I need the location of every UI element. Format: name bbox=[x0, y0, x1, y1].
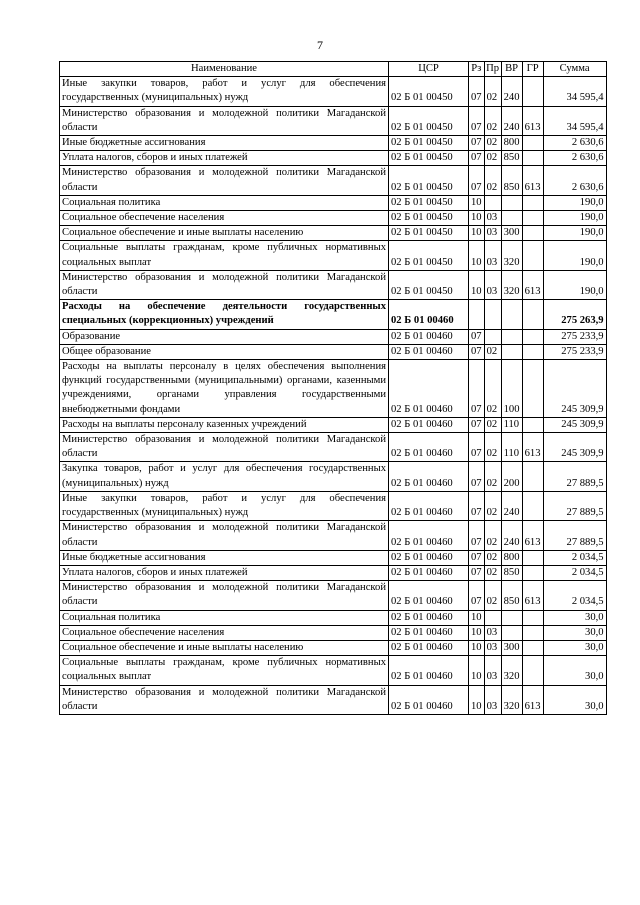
cell-name: Закупка товаров, работ и услуг для обеспечения государственных (муниципальных) нужд bbox=[60, 462, 389, 491]
cell-vr: 850 bbox=[501, 565, 522, 580]
table-row bbox=[60, 417, 607, 432]
table-row bbox=[60, 151, 607, 166]
cell-gr bbox=[522, 550, 543, 565]
cell-name: Социальное обеспечение и иные выплаты населению bbox=[60, 226, 389, 241]
cell-csr: 02 Б 01 00460 bbox=[389, 344, 469, 359]
cell-pr: 03 bbox=[484, 625, 501, 640]
cell-gr bbox=[522, 77, 543, 106]
cell-pr: 02 bbox=[484, 521, 501, 550]
page-number: 7 bbox=[317, 38, 323, 52]
table-row bbox=[60, 211, 607, 226]
cell-gr: 613 bbox=[522, 270, 543, 299]
cell-name: Уплата налогов, сборов и иных платежей bbox=[60, 565, 389, 580]
table-row bbox=[60, 656, 607, 685]
table-header-row bbox=[60, 62, 607, 77]
cell-gr bbox=[522, 640, 543, 655]
cell-rz: 07 bbox=[469, 344, 485, 359]
cell-gr bbox=[522, 151, 543, 166]
cell-sum: 275 233,9 bbox=[543, 329, 606, 344]
cell-gr bbox=[522, 360, 543, 418]
cell-pr bbox=[484, 329, 501, 344]
table-row bbox=[60, 344, 607, 359]
cell-csr: 02 Б 01 00450 bbox=[389, 211, 469, 226]
cell-name: Социальное обеспечение населения bbox=[60, 625, 389, 640]
header-sum: Сумма bbox=[543, 62, 606, 77]
cell-csr: 02 Б 01 00450 bbox=[389, 195, 469, 210]
cell-pr bbox=[484, 610, 501, 625]
budget-table bbox=[59, 61, 607, 715]
cell-pr: 03 bbox=[484, 211, 501, 226]
cell-pr: 02 bbox=[484, 360, 501, 418]
table-row bbox=[60, 625, 607, 640]
cell-pr bbox=[484, 195, 501, 210]
cell-rz: 10 bbox=[469, 625, 485, 640]
cell-sum: 34 595,4 bbox=[543, 77, 606, 106]
cell-pr: 02 bbox=[484, 106, 501, 135]
cell-rz: 07 bbox=[469, 581, 485, 610]
table-row bbox=[60, 226, 607, 241]
cell-name: Социальные выплаты гражданам, кроме публичных нормативных социальных выплат bbox=[60, 656, 389, 685]
cell-vr: 110 bbox=[501, 433, 522, 462]
cell-vr: 300 bbox=[501, 640, 522, 655]
cell-csr: 02 Б 01 00450 bbox=[389, 106, 469, 135]
table-row bbox=[60, 270, 607, 299]
cell-pr: 03 bbox=[484, 226, 501, 241]
cell-vr bbox=[501, 195, 522, 210]
cell-csr: 02 Б 01 00460 bbox=[389, 625, 469, 640]
cell-vr: 300 bbox=[501, 226, 522, 241]
cell-sum: 275 233,9 bbox=[543, 344, 606, 359]
cell-sum: 30,0 bbox=[543, 640, 606, 655]
cell-vr: 320 bbox=[501, 241, 522, 270]
cell-pr: 03 bbox=[484, 656, 501, 685]
cell-vr bbox=[501, 625, 522, 640]
cell-rz: 07 bbox=[469, 77, 485, 106]
cell-gr bbox=[522, 136, 543, 151]
cell-pr: 02 bbox=[484, 565, 501, 580]
cell-name: Социальная политика bbox=[60, 610, 389, 625]
cell-pr: 03 bbox=[484, 270, 501, 299]
cell-vr: 200 bbox=[501, 462, 522, 491]
cell-pr: 02 bbox=[484, 344, 501, 359]
header-name: Наименование bbox=[60, 62, 389, 77]
cell-name: Министерство образования и молодежной политики Магаданской области bbox=[60, 685, 389, 714]
cell-csr: 02 Б 01 00460 bbox=[389, 433, 469, 462]
table-row bbox=[60, 329, 607, 344]
cell-csr: 02 Б 01 00450 bbox=[389, 136, 469, 151]
table-row bbox=[60, 491, 607, 520]
cell-pr: 03 bbox=[484, 640, 501, 655]
cell-rz: 10 bbox=[469, 241, 485, 270]
cell-name: Иные бюджетные ассигнования bbox=[60, 550, 389, 565]
cell-sum: 30,0 bbox=[543, 685, 606, 714]
cell-rz: 07 bbox=[469, 417, 485, 432]
cell-name: Социальное обеспечение и иные выплаты населению bbox=[60, 640, 389, 655]
cell-sum: 30,0 bbox=[543, 610, 606, 625]
cell-gr bbox=[522, 610, 543, 625]
cell-sum: 190,0 bbox=[543, 211, 606, 226]
cell-name: Общее образование bbox=[60, 344, 389, 359]
cell-vr: 320 bbox=[501, 685, 522, 714]
cell-sum: 2 034,5 bbox=[543, 550, 606, 565]
cell-rz: 07 bbox=[469, 166, 485, 195]
cell-rz: 10 bbox=[469, 270, 485, 299]
cell-csr: 02 Б 01 00460 bbox=[389, 610, 469, 625]
cell-csr: 02 Б 01 00460 bbox=[389, 550, 469, 565]
cell-name: Расходы на обеспечение деятельности государственных специальных (коррекционных) учреждений bbox=[60, 300, 389, 329]
cell-name: Министерство образования и молодежной политики Магаданской области bbox=[60, 270, 389, 299]
cell-gr: 613 bbox=[522, 106, 543, 135]
table-row bbox=[60, 136, 607, 151]
cell-gr bbox=[522, 195, 543, 210]
cell-name: Министерство образования и молодежной политики Магаданской области bbox=[60, 521, 389, 550]
cell-pr: 02 bbox=[484, 491, 501, 520]
cell-gr bbox=[522, 656, 543, 685]
cell-csr: 02 Б 01 00450 bbox=[389, 241, 469, 270]
cell-vr: 850 bbox=[501, 166, 522, 195]
cell-vr: 240 bbox=[501, 491, 522, 520]
cell-rz: 07 bbox=[469, 521, 485, 550]
cell-pr: 03 bbox=[484, 685, 501, 714]
header-vr: ВР bbox=[501, 62, 522, 77]
cell-vr: 100 bbox=[501, 360, 522, 418]
cell-gr: 613 bbox=[522, 166, 543, 195]
cell-gr bbox=[522, 211, 543, 226]
table-row bbox=[60, 77, 607, 106]
cell-pr: 02 bbox=[484, 462, 501, 491]
cell-rz: 10 bbox=[469, 640, 485, 655]
cell-sum: 2 630,6 bbox=[543, 166, 606, 195]
cell-rz: 07 bbox=[469, 360, 485, 418]
cell-sum: 190,0 bbox=[543, 241, 606, 270]
cell-vr bbox=[501, 610, 522, 625]
cell-name: Социальная политика bbox=[60, 195, 389, 210]
cell-gr: 613 bbox=[522, 521, 543, 550]
table-row bbox=[60, 433, 607, 462]
cell-rz: 10 bbox=[469, 211, 485, 226]
cell-rz bbox=[469, 300, 485, 329]
table-row bbox=[60, 462, 607, 491]
cell-csr: 02 Б 01 00460 bbox=[389, 521, 469, 550]
cell-sum: 2 630,6 bbox=[543, 151, 606, 166]
cell-name: Иные закупки товаров, работ и услуг для обеспечения государственных (муниципальных) нужд bbox=[60, 491, 389, 520]
cell-gr bbox=[522, 241, 543, 270]
cell-vr bbox=[501, 300, 522, 329]
cell-vr: 800 bbox=[501, 550, 522, 565]
cell-name: Министерство образования и молодежной политики Магаданской области bbox=[60, 166, 389, 195]
cell-sum: 27 889,5 bbox=[543, 491, 606, 520]
cell-sum: 245 309,9 bbox=[543, 417, 606, 432]
cell-rz: 07 bbox=[469, 550, 485, 565]
cell-rz: 10 bbox=[469, 685, 485, 714]
cell-gr: 613 bbox=[522, 581, 543, 610]
cell-sum: 245 309,9 bbox=[543, 360, 606, 418]
cell-gr: 613 bbox=[522, 685, 543, 714]
cell-sum: 27 889,5 bbox=[543, 462, 606, 491]
cell-vr: 110 bbox=[501, 417, 522, 432]
cell-rz: 07 bbox=[469, 329, 485, 344]
cell-vr: 850 bbox=[501, 581, 522, 610]
cell-vr: 850 bbox=[501, 151, 522, 166]
cell-pr: 02 bbox=[484, 433, 501, 462]
cell-rz: 07 bbox=[469, 151, 485, 166]
cell-pr: 02 bbox=[484, 136, 501, 151]
table-row bbox=[60, 106, 607, 135]
cell-sum: 190,0 bbox=[543, 226, 606, 241]
cell-csr: 02 Б 01 00460 bbox=[389, 581, 469, 610]
cell-name: Министерство образования и молодежной политики Магаданской области bbox=[60, 581, 389, 610]
cell-gr bbox=[522, 417, 543, 432]
cell-sum: 27 889,5 bbox=[543, 521, 606, 550]
cell-pr: 02 bbox=[484, 77, 501, 106]
cell-rz: 07 bbox=[469, 462, 485, 491]
cell-csr: 02 Б 01 00450 bbox=[389, 270, 469, 299]
cell-pr: 02 bbox=[484, 417, 501, 432]
cell-vr: 240 bbox=[501, 106, 522, 135]
cell-pr: 02 bbox=[484, 550, 501, 565]
cell-sum: 30,0 bbox=[543, 625, 606, 640]
cell-name: Расходы на выплаты персоналу казенных учреждений bbox=[60, 417, 389, 432]
cell-csr: 02 Б 01 00460 bbox=[389, 685, 469, 714]
cell-csr: 02 Б 01 00460 bbox=[389, 300, 469, 329]
header-rz: Рз bbox=[469, 62, 485, 77]
cell-name: Образование bbox=[60, 329, 389, 344]
cell-csr: 02 Б 01 00460 bbox=[389, 360, 469, 418]
cell-name: Расходы на выплаты персоналу в целях обеспечения выполнения функций государственными (муниципальными) органами, казенными учреждениями, органами управления государственными внебюджетными фондами bbox=[60, 360, 389, 418]
table-row bbox=[60, 610, 607, 625]
cell-name: Социальное обеспечение населения bbox=[60, 211, 389, 226]
cell-vr: 800 bbox=[501, 136, 522, 151]
table-row bbox=[60, 166, 607, 195]
table-row bbox=[60, 565, 607, 580]
cell-csr: 02 Б 01 00460 bbox=[389, 640, 469, 655]
table-row bbox=[60, 640, 607, 655]
cell-vr: 320 bbox=[501, 656, 522, 685]
cell-vr: 320 bbox=[501, 270, 522, 299]
cell-vr bbox=[501, 211, 522, 226]
table-row bbox=[60, 300, 607, 329]
cell-csr: 02 Б 01 00460 bbox=[389, 417, 469, 432]
cell-sum: 34 595,4 bbox=[543, 106, 606, 135]
cell-gr: 613 bbox=[522, 433, 543, 462]
table-row bbox=[60, 581, 607, 610]
cell-gr bbox=[522, 300, 543, 329]
cell-csr: 02 Б 01 00460 bbox=[389, 656, 469, 685]
cell-name: Министерство образования и молодежной политики Магаданской области bbox=[60, 106, 389, 135]
cell-rz: 07 bbox=[469, 433, 485, 462]
cell-sum: 190,0 bbox=[543, 195, 606, 210]
cell-sum: 275 263,9 bbox=[543, 300, 606, 329]
cell-rz: 10 bbox=[469, 656, 485, 685]
cell-rz: 07 bbox=[469, 106, 485, 135]
cell-rz: 07 bbox=[469, 491, 485, 520]
cell-gr bbox=[522, 344, 543, 359]
cell-pr: 02 bbox=[484, 166, 501, 195]
cell-csr: 02 Б 01 00460 bbox=[389, 329, 469, 344]
cell-sum: 190,0 bbox=[543, 270, 606, 299]
cell-rz: 10 bbox=[469, 226, 485, 241]
cell-vr: 240 bbox=[501, 521, 522, 550]
cell-csr: 02 Б 01 00460 bbox=[389, 462, 469, 491]
header-gr: ГР bbox=[522, 62, 543, 77]
cell-sum: 2 034,5 bbox=[543, 565, 606, 580]
table-row bbox=[60, 685, 607, 714]
cell-pr: 03 bbox=[484, 241, 501, 270]
header-pr: Пр bbox=[484, 62, 501, 77]
cell-sum: 2 630,6 bbox=[543, 136, 606, 151]
cell-rz: 10 bbox=[469, 610, 485, 625]
cell-rz: 07 bbox=[469, 565, 485, 580]
cell-sum: 30,0 bbox=[543, 656, 606, 685]
cell-name: Уплата налогов, сборов и иных платежей bbox=[60, 151, 389, 166]
table-row bbox=[60, 195, 607, 210]
cell-gr bbox=[522, 462, 543, 491]
cell-name: Иные закупки товаров, работ и услуг для обеспечения государственных (муниципальных) нужд bbox=[60, 77, 389, 106]
cell-sum: 2 034,5 bbox=[543, 581, 606, 610]
table-row bbox=[60, 241, 607, 270]
header-csr: ЦСР bbox=[389, 62, 469, 77]
cell-gr bbox=[522, 226, 543, 241]
cell-csr: 02 Б 01 00450 bbox=[389, 151, 469, 166]
table-body bbox=[60, 77, 607, 715]
cell-csr: 02 Б 01 00460 bbox=[389, 491, 469, 520]
cell-csr: 02 Б 01 00450 bbox=[389, 77, 469, 106]
cell-vr bbox=[501, 344, 522, 359]
cell-pr: 02 bbox=[484, 581, 501, 610]
cell-vr: 240 bbox=[501, 77, 522, 106]
cell-gr bbox=[522, 625, 543, 640]
cell-pr bbox=[484, 300, 501, 329]
cell-rz: 07 bbox=[469, 136, 485, 151]
cell-name: Иные бюджетные ассигнования bbox=[60, 136, 389, 151]
cell-csr: 02 Б 01 00450 bbox=[389, 166, 469, 195]
cell-name: Социальные выплаты гражданам, кроме публичных нормативных социальных выплат bbox=[60, 241, 389, 270]
cell-gr bbox=[522, 491, 543, 520]
cell-gr bbox=[522, 565, 543, 580]
table-row bbox=[60, 550, 607, 565]
cell-vr bbox=[501, 329, 522, 344]
cell-name: Министерство образования и молодежной политики Магаданской области bbox=[60, 433, 389, 462]
cell-rz: 10 bbox=[469, 195, 485, 210]
table-row bbox=[60, 360, 607, 418]
cell-pr: 02 bbox=[484, 151, 501, 166]
cell-csr: 02 Б 01 00460 bbox=[389, 565, 469, 580]
cell-sum: 245 309,9 bbox=[543, 433, 606, 462]
table-row bbox=[60, 521, 607, 550]
cell-csr: 02 Б 01 00450 bbox=[389, 226, 469, 241]
cell-gr bbox=[522, 329, 543, 344]
